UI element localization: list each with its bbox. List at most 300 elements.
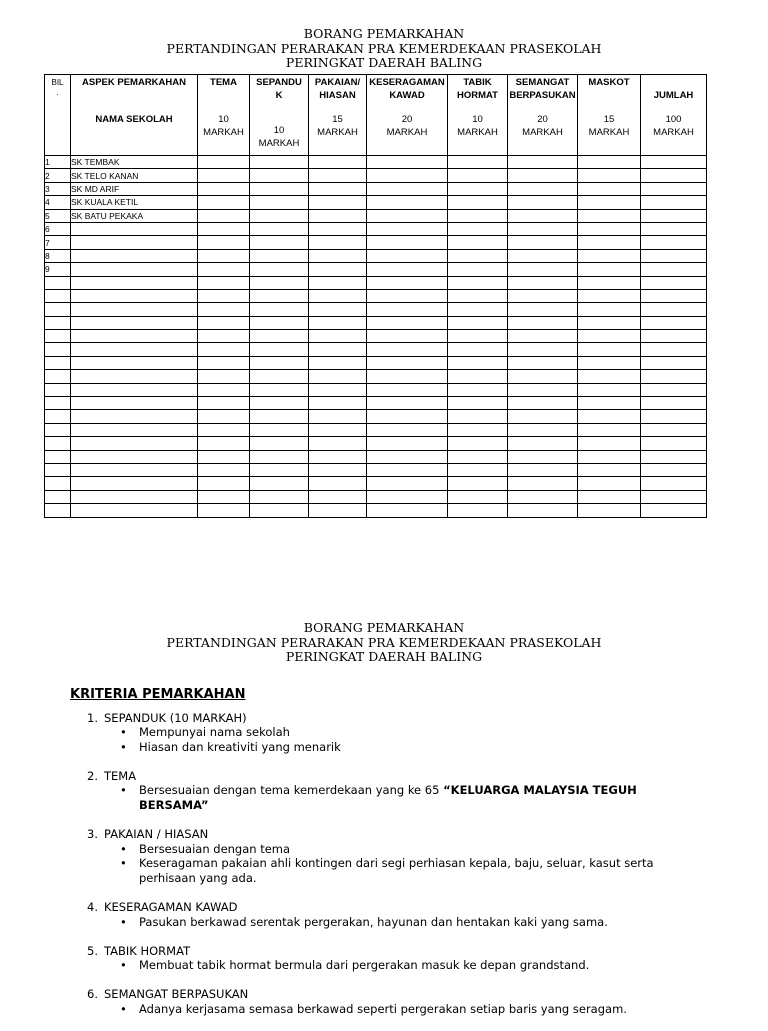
col-header-pakaian: PAKAIAN/ HIASAN 15 MARKAH xyxy=(309,75,367,156)
score-cell xyxy=(641,450,707,463)
score-cell xyxy=(250,169,309,182)
criteria-title xyxy=(70,769,710,784)
table-row xyxy=(45,196,707,209)
bullet-icon: • xyxy=(120,739,127,754)
score-cell xyxy=(448,236,508,249)
score-cell xyxy=(578,316,641,329)
score-cell xyxy=(250,236,309,249)
criteria-title xyxy=(70,827,710,842)
score-cell xyxy=(367,169,448,182)
score-cell xyxy=(641,222,707,235)
score-cell xyxy=(641,182,707,195)
score-cell xyxy=(198,182,250,195)
score-cell xyxy=(448,263,508,276)
score-cell xyxy=(578,356,641,369)
score-cell xyxy=(448,410,508,423)
score-cell xyxy=(508,477,578,490)
score-cell xyxy=(641,504,707,517)
score-cell xyxy=(578,504,641,517)
score-cell xyxy=(448,209,508,222)
form-title-line3: PERINGKAT DAERAH BALING xyxy=(285,55,483,70)
school-name-cell xyxy=(71,356,198,369)
score-cell xyxy=(309,276,367,289)
score-cell xyxy=(198,504,250,517)
score-cell xyxy=(309,316,367,329)
table-row xyxy=(45,303,707,316)
score-cell xyxy=(578,209,641,222)
score-cell xyxy=(250,356,309,369)
score-cell xyxy=(508,423,578,436)
row-number xyxy=(45,490,71,503)
score-cell xyxy=(448,477,508,490)
score-cell xyxy=(508,437,578,450)
score-table-body xyxy=(45,156,707,518)
score-cell xyxy=(578,437,641,450)
score-cell xyxy=(641,423,707,436)
score-cell xyxy=(448,450,508,463)
score-cell xyxy=(250,490,309,503)
score-cell xyxy=(250,330,309,343)
score-cell xyxy=(198,276,250,289)
score-cell xyxy=(641,477,707,490)
score-cell xyxy=(250,263,309,276)
score-cell xyxy=(641,370,707,383)
score-cell xyxy=(309,370,367,383)
table-row xyxy=(45,490,707,503)
bullet-icon: • xyxy=(120,958,127,973)
score-cell xyxy=(508,276,578,289)
score-cell xyxy=(448,330,508,343)
school-name-cell: SK TELO KANAN xyxy=(71,169,198,182)
score-cell xyxy=(367,397,448,410)
score-cell xyxy=(367,196,448,209)
criteria-bullet xyxy=(70,958,710,973)
criteria-bullets xyxy=(70,915,710,930)
score-cell xyxy=(448,289,508,302)
bullet-icon: • xyxy=(120,725,127,740)
bullet-text: Bersesuaian dengan tema kemerdekaan yang ke 65 xyxy=(139,783,444,798)
criteria-item xyxy=(70,944,710,973)
score-cell xyxy=(367,249,448,262)
score-cell xyxy=(448,356,508,369)
criteria-number: 3. xyxy=(87,827,98,842)
form-title-line2: PERTANDINGAN PERARAKAN PRA KEMERDEKAAN PRASEKOLAH xyxy=(166,40,602,56)
score-cell xyxy=(309,343,367,356)
school-name-cell xyxy=(71,504,198,517)
score-cell xyxy=(578,169,641,182)
row-number xyxy=(45,370,71,383)
score-cell xyxy=(309,249,367,262)
score-cell xyxy=(448,276,508,289)
row-number: 5 xyxy=(45,209,71,222)
row-number xyxy=(45,356,71,369)
score-cell xyxy=(250,209,309,222)
criteria-title-text: TEMA xyxy=(104,768,137,783)
criteria-bullet xyxy=(70,842,710,857)
criteria-title-text: PAKAIAN / HIASAN xyxy=(104,827,209,842)
score-cell xyxy=(198,410,250,423)
score-cell xyxy=(250,477,309,490)
row-number xyxy=(45,410,71,423)
score-cell xyxy=(367,222,448,235)
school-name-cell xyxy=(71,236,198,249)
criteria-bullets xyxy=(70,725,710,754)
table-row xyxy=(45,410,707,423)
score-cell xyxy=(198,477,250,490)
score-cell xyxy=(508,397,578,410)
table-row xyxy=(45,316,707,329)
col-header-tema: TEMA 10 MARKAH xyxy=(198,75,250,156)
table-row xyxy=(45,504,707,517)
table-row xyxy=(45,236,707,249)
score-cell xyxy=(578,490,641,503)
theme-quote: “KELUARGA MALAYSIA TEGUH xyxy=(443,783,637,798)
score-cell xyxy=(198,397,250,410)
table-row xyxy=(45,169,707,182)
score-cell xyxy=(448,249,508,262)
score-cell xyxy=(367,410,448,423)
school-name-cell xyxy=(71,450,198,463)
score-cell xyxy=(198,169,250,182)
score-cell xyxy=(250,343,309,356)
table-row xyxy=(45,437,707,450)
score-cell xyxy=(578,397,641,410)
score-cell xyxy=(250,156,309,169)
criteria-number: 6. xyxy=(87,987,98,1002)
score-cell xyxy=(508,316,578,329)
criteria-list xyxy=(70,711,710,1017)
score-cell xyxy=(578,276,641,289)
row-number: 2 xyxy=(45,169,71,182)
score-cell xyxy=(578,343,641,356)
score-cell xyxy=(508,249,578,262)
form-title-top xyxy=(0,27,768,71)
score-cell xyxy=(508,289,578,302)
school-name-cell xyxy=(71,410,198,423)
criteria-title xyxy=(70,944,710,959)
score-cell xyxy=(508,410,578,423)
score-cell xyxy=(641,169,707,182)
score-cell xyxy=(641,236,707,249)
score-cell xyxy=(309,490,367,503)
bullet-icon: • xyxy=(120,856,127,871)
score-cell xyxy=(508,236,578,249)
score-cell xyxy=(309,209,367,222)
score-cell xyxy=(309,463,367,476)
row-number xyxy=(45,437,71,450)
score-cell xyxy=(367,209,448,222)
score-cell xyxy=(309,196,367,209)
table-row xyxy=(45,222,707,235)
criteria-bullet xyxy=(70,856,710,885)
school-name-cell: SK MD ARIF xyxy=(71,182,198,195)
score-cell xyxy=(508,343,578,356)
score-cell xyxy=(309,423,367,436)
row-number xyxy=(45,343,71,356)
score-cell xyxy=(508,330,578,343)
score-cell xyxy=(309,289,367,302)
form-title-bottom xyxy=(0,621,768,665)
score-cell xyxy=(309,169,367,182)
score-cell xyxy=(198,209,250,222)
bullet-icon: • xyxy=(120,914,127,929)
school-name-cell: SK TEMBAK xyxy=(71,156,198,169)
score-cell xyxy=(578,222,641,235)
score-cell xyxy=(198,316,250,329)
score-cell xyxy=(198,423,250,436)
form-title-line3: PERINGKAT DAERAH BALING xyxy=(285,649,483,664)
row-number xyxy=(45,276,71,289)
score-cell xyxy=(309,303,367,316)
score-cell xyxy=(578,303,641,316)
school-name-cell xyxy=(71,330,198,343)
score-cell xyxy=(578,289,641,302)
criteria-bullets xyxy=(70,783,710,812)
score-cell xyxy=(309,356,367,369)
score-cell xyxy=(578,182,641,195)
criteria-bullet xyxy=(70,783,710,812)
col-header-jumlah: JUMLAH 100 MARKAH xyxy=(641,75,707,156)
school-name-cell xyxy=(71,343,198,356)
table-row xyxy=(45,370,707,383)
table-row xyxy=(45,477,707,490)
score-cell xyxy=(448,423,508,436)
school-name-cell xyxy=(71,437,198,450)
criteria-item xyxy=(70,827,710,885)
criteria-section xyxy=(70,688,710,1031)
score-cell xyxy=(641,356,707,369)
score-cell xyxy=(508,370,578,383)
score-cell xyxy=(198,263,250,276)
score-cell xyxy=(198,196,250,209)
score-cell xyxy=(508,182,578,195)
row-number xyxy=(45,477,71,490)
table-row xyxy=(45,182,707,195)
score-cell xyxy=(309,156,367,169)
row-number xyxy=(45,504,71,517)
score-cell xyxy=(448,504,508,517)
score-cell xyxy=(641,303,707,316)
score-cell xyxy=(309,397,367,410)
row-number: 9 xyxy=(45,263,71,276)
score-cell xyxy=(641,463,707,476)
score-cell xyxy=(641,316,707,329)
score-cell xyxy=(448,437,508,450)
row-number xyxy=(45,330,71,343)
score-cell xyxy=(578,383,641,396)
score-cell xyxy=(578,477,641,490)
criteria-number: 2. xyxy=(87,768,98,783)
score-cell xyxy=(309,236,367,249)
score-cell xyxy=(309,450,367,463)
score-cell xyxy=(198,289,250,302)
row-number xyxy=(45,316,71,329)
table-row xyxy=(45,249,707,262)
score-cell xyxy=(508,156,578,169)
score-cell xyxy=(578,156,641,169)
criteria-bullet xyxy=(70,1002,710,1017)
col-header-maskot: MASKOT 15 MARKAH xyxy=(578,75,641,156)
bullet-text: Adanya kerjasama semasa berkawad seperti pergerakan setiap baris yang seragam. xyxy=(139,1002,627,1016)
table-row xyxy=(45,423,707,436)
row-number: 3 xyxy=(45,182,71,195)
score-cell xyxy=(198,463,250,476)
score-cell xyxy=(578,236,641,249)
score-cell xyxy=(367,383,448,396)
score-cell xyxy=(641,490,707,503)
score-cell xyxy=(508,450,578,463)
criteria-bullets xyxy=(70,842,710,886)
score-cell xyxy=(508,196,578,209)
criteria-title-text: TABIK HORMAT xyxy=(104,943,191,958)
score-cell xyxy=(198,236,250,249)
school-name-cell xyxy=(71,316,198,329)
score-cell xyxy=(367,370,448,383)
bullet-text: Bersesuaian dengan tema xyxy=(139,841,291,856)
school-name-cell xyxy=(71,423,198,436)
score-cell xyxy=(367,236,448,249)
table-row xyxy=(45,343,707,356)
score-cell xyxy=(641,343,707,356)
school-name-cell: SK BATU PEKAKA xyxy=(71,209,198,222)
table-row xyxy=(45,289,707,302)
score-cell xyxy=(198,437,250,450)
score-cell xyxy=(448,490,508,503)
bullet-text: Hiasan dan kreativiti yang menarik xyxy=(139,739,341,754)
row-number xyxy=(45,463,71,476)
school-name-cell xyxy=(71,463,198,476)
criteria-title xyxy=(70,711,710,726)
table-row xyxy=(45,397,707,410)
row-number xyxy=(45,383,71,396)
score-cell xyxy=(641,209,707,222)
score-cell xyxy=(250,182,309,195)
score-cell xyxy=(250,383,309,396)
score-cell xyxy=(309,222,367,235)
score-cell xyxy=(198,450,250,463)
score-cell xyxy=(250,196,309,209)
score-cell xyxy=(250,397,309,410)
score-cell xyxy=(309,383,367,396)
table-row xyxy=(45,330,707,343)
score-cell xyxy=(309,477,367,490)
score-cell xyxy=(250,303,309,316)
form-title-line1: BORANG PEMARKAHAN xyxy=(303,26,465,41)
score-cell xyxy=(508,303,578,316)
score-cell xyxy=(309,263,367,276)
score-cell xyxy=(508,356,578,369)
school-name-cell xyxy=(71,477,198,490)
table-row xyxy=(45,156,707,169)
score-cell xyxy=(198,356,250,369)
row-number: 6 xyxy=(45,222,71,235)
criteria-item xyxy=(70,987,710,1016)
school-name-cell: SK KUALA KETIL xyxy=(71,196,198,209)
row-number xyxy=(45,423,71,436)
table-header xyxy=(45,75,707,156)
score-cell xyxy=(448,370,508,383)
col-header-keseragaman: KESERAGAMAN KAWAD 20 MARKAH xyxy=(367,75,448,156)
form-title-line1: BORANG PEMARKAHAN xyxy=(303,620,465,635)
bil-header: BIL . xyxy=(45,75,71,156)
score-cell xyxy=(641,397,707,410)
criteria-number: 4. xyxy=(87,900,98,915)
bullet-icon: • xyxy=(120,783,127,798)
score-cell xyxy=(578,196,641,209)
col-header-sepanduk: SEPANDU K 10 MARKAH xyxy=(250,75,309,156)
school-name-cell xyxy=(71,303,198,316)
bullet-text: Pasukan berkawad serentak pergerakan, hayunan dan hentakan kaki yang sama. xyxy=(139,914,608,929)
criteria-title-text: SEMANGAT BERPASUKAN xyxy=(104,987,249,1002)
score-cell xyxy=(367,450,448,463)
table-row xyxy=(45,209,707,222)
score-cell xyxy=(508,490,578,503)
score-cell xyxy=(367,182,448,195)
score-cell xyxy=(508,504,578,517)
table-row xyxy=(45,450,707,463)
aspek-header: ASPEK PEMARKAHAN NAMA SEKOLAH xyxy=(71,75,198,156)
score-cell xyxy=(198,330,250,343)
score-cell xyxy=(309,410,367,423)
criteria-number: 1. xyxy=(87,710,98,725)
col-header-semangat: SEMANGAT BERPASUKAN 20 MARKAH xyxy=(508,75,578,156)
criteria-title-text: KESERAGAMAN KAWAD xyxy=(104,900,238,915)
score-cell xyxy=(367,156,448,169)
score-cell xyxy=(578,263,641,276)
score-cell xyxy=(578,249,641,262)
score-cell xyxy=(641,196,707,209)
score-cell xyxy=(508,169,578,182)
score-cell xyxy=(250,410,309,423)
school-name-cell xyxy=(71,276,198,289)
score-cell xyxy=(367,276,448,289)
table-row xyxy=(45,356,707,369)
table-row xyxy=(45,383,707,396)
score-cell xyxy=(448,397,508,410)
score-cell xyxy=(367,303,448,316)
score-cell xyxy=(367,289,448,302)
col-header-tabik: TABIK HORMAT 10 MARKAH xyxy=(448,75,508,156)
score-cell xyxy=(250,423,309,436)
score-cell xyxy=(309,182,367,195)
score-cell xyxy=(367,356,448,369)
criteria-item xyxy=(70,900,710,929)
score-cell xyxy=(367,463,448,476)
score-cell xyxy=(508,463,578,476)
score-cell xyxy=(309,504,367,517)
score-cell xyxy=(367,437,448,450)
school-name-cell xyxy=(71,249,198,262)
bullet-text: Mempunyai nama sekolah xyxy=(139,725,290,740)
score-cell xyxy=(250,450,309,463)
criteria-bullet xyxy=(70,740,710,755)
score-cell xyxy=(641,289,707,302)
bullet-text: Membuat tabik hormat bermula dari pergerakan masuk ke depan grandstand. xyxy=(139,958,590,973)
score-cell xyxy=(309,437,367,450)
score-cell xyxy=(367,263,448,276)
criteria-title xyxy=(70,987,710,1002)
bullet-icon: • xyxy=(120,841,127,856)
criteria-bullet xyxy=(70,915,710,930)
score-cell xyxy=(198,249,250,262)
score-cell xyxy=(367,504,448,517)
row-number xyxy=(45,289,71,302)
row-number: 1 xyxy=(45,156,71,169)
score-cell xyxy=(250,276,309,289)
score-cell xyxy=(448,169,508,182)
theme-quote: BERSAMA” xyxy=(139,798,209,813)
score-cell xyxy=(367,490,448,503)
